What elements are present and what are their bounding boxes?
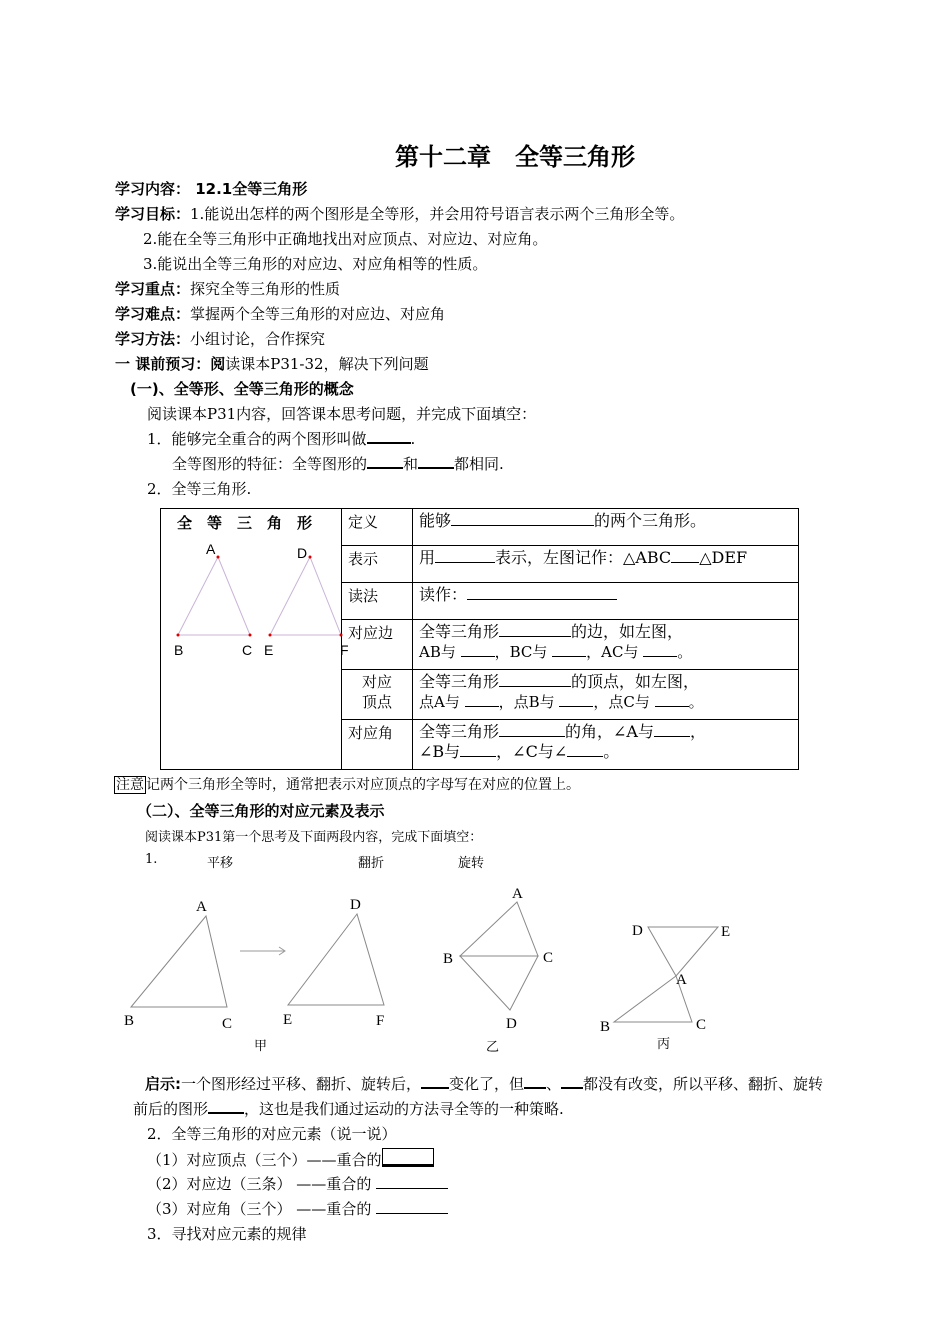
notation-c: △DEF (699, 548, 748, 567)
jia-label-f: F (376, 1013, 385, 1029)
row-value-sides (413, 620, 799, 670)
study-goal (115, 203, 684, 224)
congruent-triangles-figure (161, 535, 351, 685)
jia-label-d: D (350, 897, 361, 913)
item-sides-text: （2）对应边（三条） ——重合的 (147, 1175, 377, 1193)
study-goal-label: 学习目标： (115, 205, 191, 223)
sub2-heading: （二）、全等三角形的对应元素及表示 (137, 802, 385, 820)
hint-t5: 前后的图形 (133, 1100, 209, 1118)
sub1-heading: (一)、全等形、全等三角形的概念 (130, 380, 354, 398)
sub1-q1-text: 1．能够完全重合的两个图形叫做 (147, 430, 367, 448)
study-content (115, 178, 307, 199)
triangle-jia-1 (131, 916, 227, 1007)
hint-t3: 、 (546, 1075, 562, 1093)
blank[interactable] (643, 642, 677, 657)
label-b: B (174, 642, 184, 658)
notation-a: 用 (419, 548, 436, 567)
yi-label-c: C (543, 950, 554, 966)
caption-bing: 丙 (657, 1037, 671, 1052)
section-preview-label: 一 课前预习：阅 (115, 355, 226, 373)
vertices-a: 全等三角形 (419, 672, 500, 691)
item-vertices (147, 1148, 434, 1170)
item-sides (147, 1173, 448, 1194)
sub1-q2: 2．全等三角形. (147, 480, 252, 498)
blank[interactable] (552, 642, 586, 657)
hint-line2 (133, 1098, 564, 1119)
sub1-q1b-b: 和 (403, 455, 419, 473)
blank[interactable] (461, 642, 495, 657)
triangle-def (270, 557, 341, 635)
point-a (217, 556, 220, 559)
row-value-definition (413, 509, 799, 546)
caption-yi: 乙 (486, 1040, 500, 1055)
study-difficulty-text: 掌握两个全等三角形的对应边、对应角 (190, 305, 446, 323)
bing-label-e: E (721, 924, 731, 940)
study-key (115, 278, 340, 299)
row-value-angles (413, 720, 799, 770)
blank[interactable] (367, 453, 403, 469)
sub1-q1-end: . (410, 430, 416, 448)
point-e (269, 634, 272, 637)
angles-f: 。 (603, 742, 620, 761)
angles-a: 全等三角形 (419, 722, 500, 741)
bing-label-a: A (676, 972, 687, 988)
hint-t4: 都没有改变，所以平移、翻折、旋转 (583, 1075, 824, 1093)
note-label: 注意 (116, 777, 144, 793)
vertices-line1 (419, 672, 792, 692)
point-f (340, 634, 343, 637)
sides-line1 (419, 622, 792, 642)
bing-label-b: B (600, 1019, 611, 1035)
definition-table (160, 508, 799, 770)
blank[interactable] (567, 742, 603, 757)
jia-label-c: C (222, 1016, 233, 1032)
sub2-intro: 阅读课本P31第一个思考及下面两段内容，完成下面填空： (145, 830, 483, 845)
sides-a: 全等三角形 (419, 622, 500, 641)
study-method-label: 学习方法： (115, 330, 191, 348)
caption-jia: 甲 (254, 1039, 268, 1054)
study-difficulty-label: 学习难点： (115, 305, 191, 323)
blank[interactable] (435, 548, 495, 563)
angles-d: ∠B与 (419, 742, 461, 761)
blank[interactable] (559, 692, 593, 707)
blank[interactable] (561, 1073, 583, 1089)
blank[interactable] (524, 1073, 546, 1089)
label-c: C (242, 642, 253, 658)
note (114, 774, 580, 794)
blank[interactable] (367, 428, 411, 444)
sides-line2 (419, 642, 792, 662)
label-e: E (264, 642, 274, 658)
angles-line2 (419, 742, 792, 762)
blank[interactable] (467, 585, 617, 600)
blank[interactable] (451, 511, 594, 526)
def-b: 的两个三角形。 (594, 511, 707, 530)
blank[interactable] (654, 722, 690, 737)
vertices-line2 (419, 692, 792, 712)
study-goal-1: 1.能说出怎样的两个图形是全等形，并会用符号语言表示两个三角形全等。 (190, 205, 685, 223)
vertices-key-text: 对应 顶点 (361, 673, 392, 711)
label-rotate: 旋转 (458, 856, 485, 871)
row-value-vertices (413, 670, 799, 720)
sub1-q1b-c: 都相同. (454, 455, 504, 473)
item-angles (147, 1198, 448, 1219)
study-method-text: 小组讨论，合作探究 (190, 330, 326, 348)
page-title: 第十二章 全等三角形 (395, 143, 635, 171)
point-c (249, 634, 252, 637)
row-value-reading (413, 583, 799, 620)
blank[interactable] (376, 1199, 448, 1214)
row-key-angles: 对应角 (342, 720, 413, 770)
sides-b: 的边，如左图， (571, 622, 684, 641)
bing-label-c: C (696, 1017, 707, 1033)
hint-t6: ，这也是我们通过运动的方法寻全等的一种策略. (244, 1100, 564, 1118)
jia-label-a: A (196, 899, 207, 915)
figure-cell (161, 509, 349, 770)
blank[interactable] (376, 1174, 448, 1189)
study-content-label: 学习内容： (115, 180, 191, 198)
study-key-text: 探究全等三角形的性质 (190, 280, 341, 298)
blank[interactable] (460, 742, 496, 757)
blank[interactable] (655, 692, 689, 707)
label-translate: 平移 (207, 856, 234, 871)
transformation-figures (0, 880, 950, 1060)
blank[interactable] (499, 622, 571, 637)
label-f: F (340, 642, 349, 658)
angles-e: ，∠C与∠ (496, 742, 568, 761)
study-content-text: 12.1全等三角形 (190, 180, 308, 198)
hint-line1 (145, 1073, 823, 1094)
point-d (309, 556, 312, 559)
blank[interactable] (418, 453, 454, 469)
hint-t1: 一个图形经过平移、翻折、旋转后， (181, 1075, 422, 1093)
angles-c: ， (689, 722, 706, 741)
yi-label-a: A (512, 886, 523, 902)
row-key-notation: 表示 (342, 546, 413, 583)
notation-b: 表示，左图记作：△ABC (495, 548, 672, 567)
vertices-d: ，点B与 (498, 693, 560, 711)
point-b (177, 634, 180, 637)
row-key-definition: 定义 (342, 509, 413, 546)
sides-f: 。 (677, 643, 693, 661)
row-key-sides: 对应边 (342, 620, 413, 670)
def-a: 能够 (419, 511, 452, 530)
vertices-f: 。 (688, 693, 704, 711)
blank[interactable] (208, 1098, 244, 1114)
blank[interactable] (499, 672, 571, 687)
row-key-reading: 读法 (342, 583, 413, 620)
vertices-b: 的顶点，如左图， (571, 672, 700, 691)
bing-label-d: D (632, 923, 643, 939)
section-preview (115, 353, 429, 374)
blank[interactable] (671, 548, 699, 563)
sides-c: AB与 (419, 643, 461, 661)
item-angles-text: （3）对应角（三个） ——重合的 (147, 1200, 377, 1218)
study-goal-2: 2.能在全等三角形中正确地找出对应顶点、对应边、对应角。 (143, 230, 548, 248)
jia-label-b: B (124, 1013, 135, 1029)
blank[interactable] (465, 692, 499, 707)
jia-label-e: E (283, 1012, 293, 1028)
yi-label-d: D (506, 1016, 517, 1032)
triangle-yi-2 (460, 956, 538, 1010)
angles-b: 的角，∠A与 (565, 722, 654, 741)
vertices-c: 点A与 (419, 693, 465, 711)
study-key-label: 学习重点： (115, 280, 191, 298)
table-header: 全 等 三 角 形 (177, 514, 313, 532)
label-a: A (206, 541, 216, 557)
q3-heading: 3．寻找对应元素的规律 (147, 1225, 307, 1243)
triangle-abc (178, 557, 250, 635)
triangle-bing-1 (648, 927, 718, 976)
reading-a: 读作： (419, 585, 468, 604)
sides-d: ，BC与 (494, 643, 553, 661)
study-difficulty (115, 303, 445, 324)
hint-t2: 变化了，但 (449, 1075, 525, 1093)
study-goal-3: 3.能说出全等三角形的对应边、对应角相等的性质。 (143, 255, 488, 273)
hint-label: 启示: (145, 1075, 181, 1093)
label-flip: 翻折 (358, 856, 385, 871)
triangle-jia-2 (288, 914, 384, 1005)
sub2-num: 1. (145, 852, 158, 867)
blank[interactable] (499, 722, 565, 737)
sub1-q1b-a: 全等图形的特征：全等图形的 (172, 455, 368, 473)
note-text: 记两个三角形全等时，通常把表示对应顶点的字母写在对应的位置上。 (146, 777, 580, 793)
row-value-notation (413, 546, 799, 583)
angles-line1 (419, 722, 792, 742)
section-preview-text: 读课本P31-32，解决下列问题 (225, 355, 429, 373)
item-vertices-text: （1）对应顶点（三个）——重合的 (147, 1151, 382, 1169)
yi-label-b: B (443, 951, 454, 967)
answer-box[interactable] (382, 1148, 434, 1167)
q2-heading: 2．全等三角形的对应元素（说一说） (147, 1125, 397, 1143)
sides-e: ，AC与 (586, 643, 644, 661)
study-method (115, 328, 325, 349)
blank[interactable] (421, 1073, 449, 1089)
sub1-q1b (172, 453, 504, 474)
triangle-yi-1 (460, 902, 538, 956)
vertices-e: ，点C与 (593, 693, 655, 711)
sub1-q1 (147, 428, 415, 449)
label-d: D (297, 545, 308, 561)
sub1-intro: 阅读课本P31内容，回答课本思考问题，并完成下面填空： (147, 405, 537, 423)
row-key-vertices (342, 670, 413, 720)
